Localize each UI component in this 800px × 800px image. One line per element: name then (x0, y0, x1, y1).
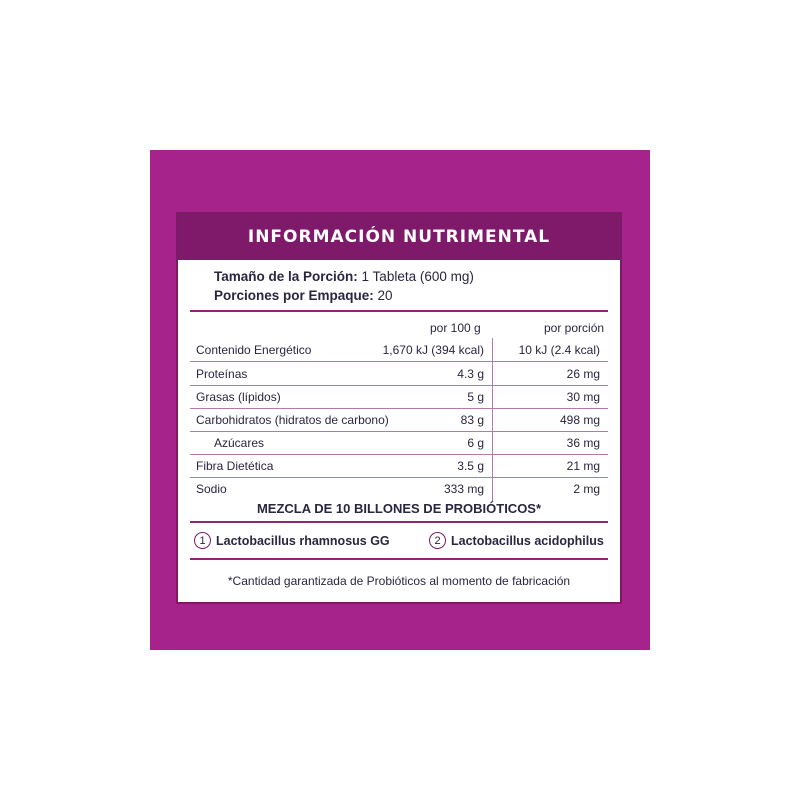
probiotic-strain (194, 532, 390, 549)
divider (190, 558, 608, 560)
column-divider (492, 338, 493, 502)
row-value-per-100g: 3.5 g (457, 459, 484, 473)
panel-header (178, 214, 620, 260)
row-label: Fibra Dietética (196, 459, 274, 473)
row-label: Contenido Energético (196, 343, 312, 357)
row-value-per-100g: 83 g (460, 413, 484, 427)
strain-name: Lactobacillus acidophilus (451, 533, 604, 548)
table-row (192, 362, 606, 385)
row-value-per-serving: 30 mg (566, 390, 600, 404)
row-value-per-serving: 26 mg (566, 367, 600, 381)
row-label: Carbohidratos (hidratos de carbono) (196, 413, 389, 427)
row-value-per-serving: 36 mg (566, 436, 600, 450)
divider (190, 310, 608, 312)
row-label: Azúcares (214, 436, 265, 450)
table-row (192, 431, 606, 454)
footnote: *Cantidad garantizada de Probióticos al momento de fabricación (227, 574, 571, 588)
row-label: Sodio (196, 482, 227, 496)
row-value-per-serving: 21 mg (566, 459, 600, 473)
servings-label: Porciones por Empaque: (214, 288, 374, 303)
table-row (192, 408, 606, 431)
serving-size-line (214, 267, 474, 286)
row-value-per-100g: 6 g (467, 436, 484, 450)
servings-per-pack-line (214, 286, 474, 305)
row-value-per-serving: 10 kJ (2.4 kcal) (518, 343, 600, 357)
row-value-per-100g: 1,670 kJ (394 kcal) (382, 343, 484, 357)
probiotic-strain (429, 532, 604, 549)
column-header-per-serving: por porción (544, 321, 605, 335)
panel-title: INFORMACIÓN NUTRIMENTAL (247, 227, 551, 247)
nutrition-panel (176, 212, 622, 604)
servings-value: 20 (377, 288, 393, 303)
row-value-per-100g: 5 g (467, 390, 484, 404)
divider (190, 521, 608, 523)
row-value-per-100g: 4.3 g (457, 367, 484, 381)
table-row (192, 338, 606, 361)
row-value-per-100g: 333 mg (443, 482, 484, 496)
table-row (192, 477, 606, 500)
strain-number-badge: 1 (194, 532, 211, 549)
strain-name: Lactobacillus rhamnosus GG (216, 533, 390, 548)
serving-size-label: Tamaño de la Porción: (214, 269, 358, 284)
row-label: Grasas (lípidos) (196, 390, 281, 404)
strain-number-badge: 2 (429, 532, 446, 549)
serving-info (214, 267, 474, 305)
row-value-per-serving: 2 mg (573, 482, 600, 496)
row-value-per-serving: 498 mg (559, 413, 600, 427)
table-row (192, 454, 606, 477)
serving-size-value: 1 Tableta (600 mg) (361, 269, 474, 284)
row-label: Proteínas (196, 367, 248, 381)
column-header-per-100g: por 100 g (430, 321, 481, 335)
probiotic-blend-title: MEZCLA DE 10 BILLONES DE PROBIÓTICOS* (256, 501, 542, 516)
table-row (192, 385, 606, 408)
